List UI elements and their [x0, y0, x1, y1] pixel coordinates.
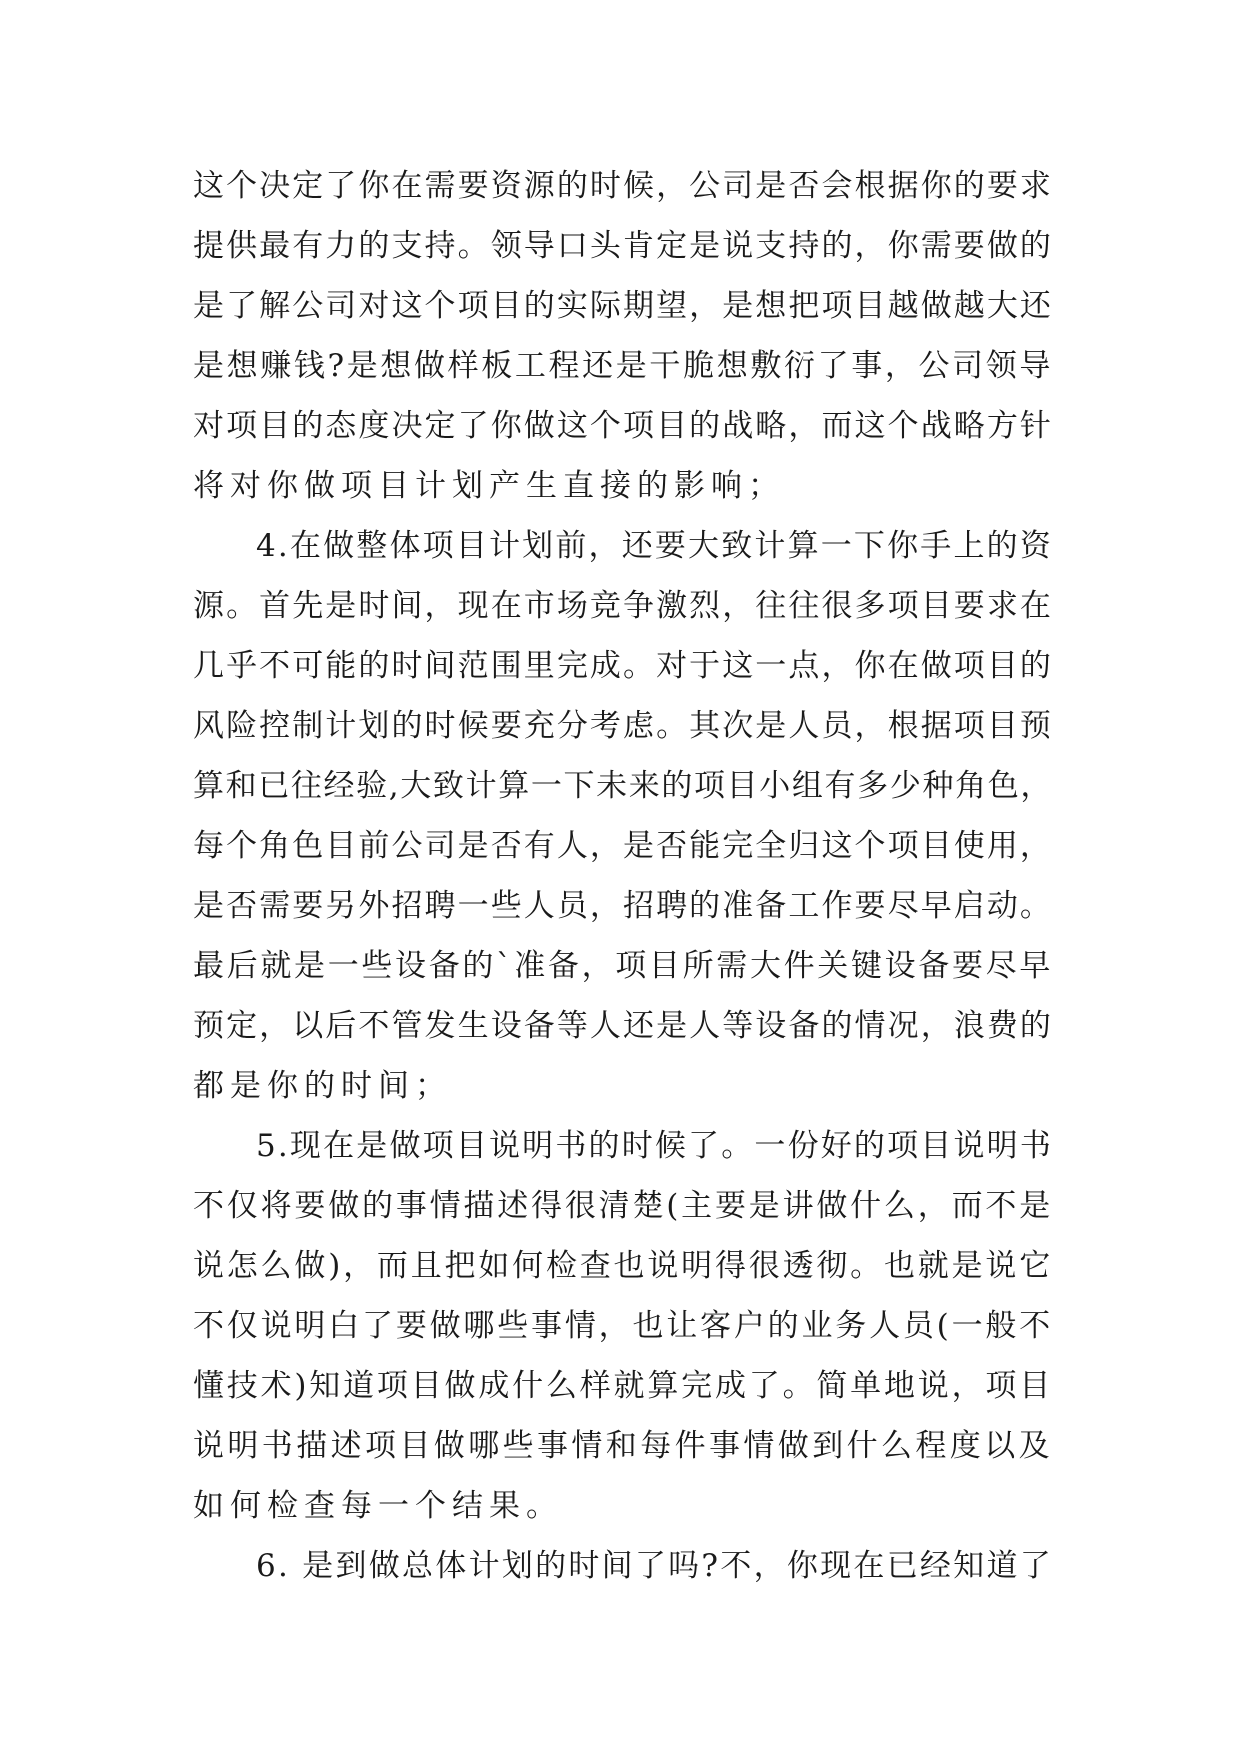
paragraph-start-line: 6. 是到做总体计划的时间了吗?不，你现在已经知道了: [256, 1548, 1053, 1584]
text-line: 如何检查每一个结果。: [193, 1488, 563, 1524]
text-line: 都是你的时间；: [193, 1068, 452, 1104]
paragraph-start-line: 4.在做整体项目计划前，还要大致计算一下你手上的资: [256, 528, 1053, 564]
text-line: 源。首先是时间，现在市场竞争激烈，往往很多项目要求在: [193, 588, 1053, 624]
text-line: 说明书描述项目做哪些事情和每件事情做到什么程度以及: [193, 1428, 1053, 1464]
text-line: 最后就是一些设备的`准备，项目所需大件关键设备要尽早: [193, 948, 1053, 984]
text-line: 不仅说明白了要做哪些事情，也让客户的业务人员(一般不: [193, 1308, 1053, 1344]
text-line: 预定，以后不管发生设备等人还是人等设备的情况，浪费的: [193, 1008, 1053, 1044]
text-line: 是想赚钱?是想做样板工程还是干脆想敷衍了事，公司领导: [193, 348, 1053, 384]
text-line: 算和已往经验,大致计算一下未来的项目小组有多少种角色，: [193, 768, 1053, 804]
text-line: 不仅将要做的事情描述得很清楚(主要是讲做什么，而不是: [193, 1188, 1053, 1224]
text-line: 几乎不可能的时间范围里完成。对于这一点，你在做项目的: [193, 648, 1053, 684]
text-line: 提供最有力的支持。领导口头肯定是说支持的，你需要做的: [193, 228, 1053, 264]
text-line: 每个角色目前公司是否有人，是否能完全归这个项目使用，: [193, 828, 1053, 864]
text-line: 对项目的态度决定了你做这个项目的战略，而这个战略方针: [193, 408, 1053, 444]
body-text: [193, 156, 1053, 1596]
text-line: 说怎么做)，而且把如何检查也说明得很透彻。也就是说它: [193, 1248, 1053, 1284]
text-line: 将对你做项目计划产生直接的影响；: [193, 468, 785, 504]
text-line: 这个决定了你在需要资源的时候，公司是否会根据你的要求: [193, 168, 1053, 204]
text-line: 是了解公司对这个项目的实际期望，是想把项目越做越大还: [193, 288, 1053, 324]
text-line: 懂技术)知道项目做成什么样就算完成了。简单地说，项目: [193, 1368, 1053, 1404]
paragraph-start-line: 5.现在是做项目说明书的时候了。一份好的项目说明书: [256, 1128, 1053, 1164]
text-line: 是否需要另外招聘一些人员，招聘的准备工作要尽早启动。: [193, 888, 1053, 924]
text-line: 风险控制计划的时候要充分考虑。其次是人员，根据项目预: [193, 708, 1053, 744]
